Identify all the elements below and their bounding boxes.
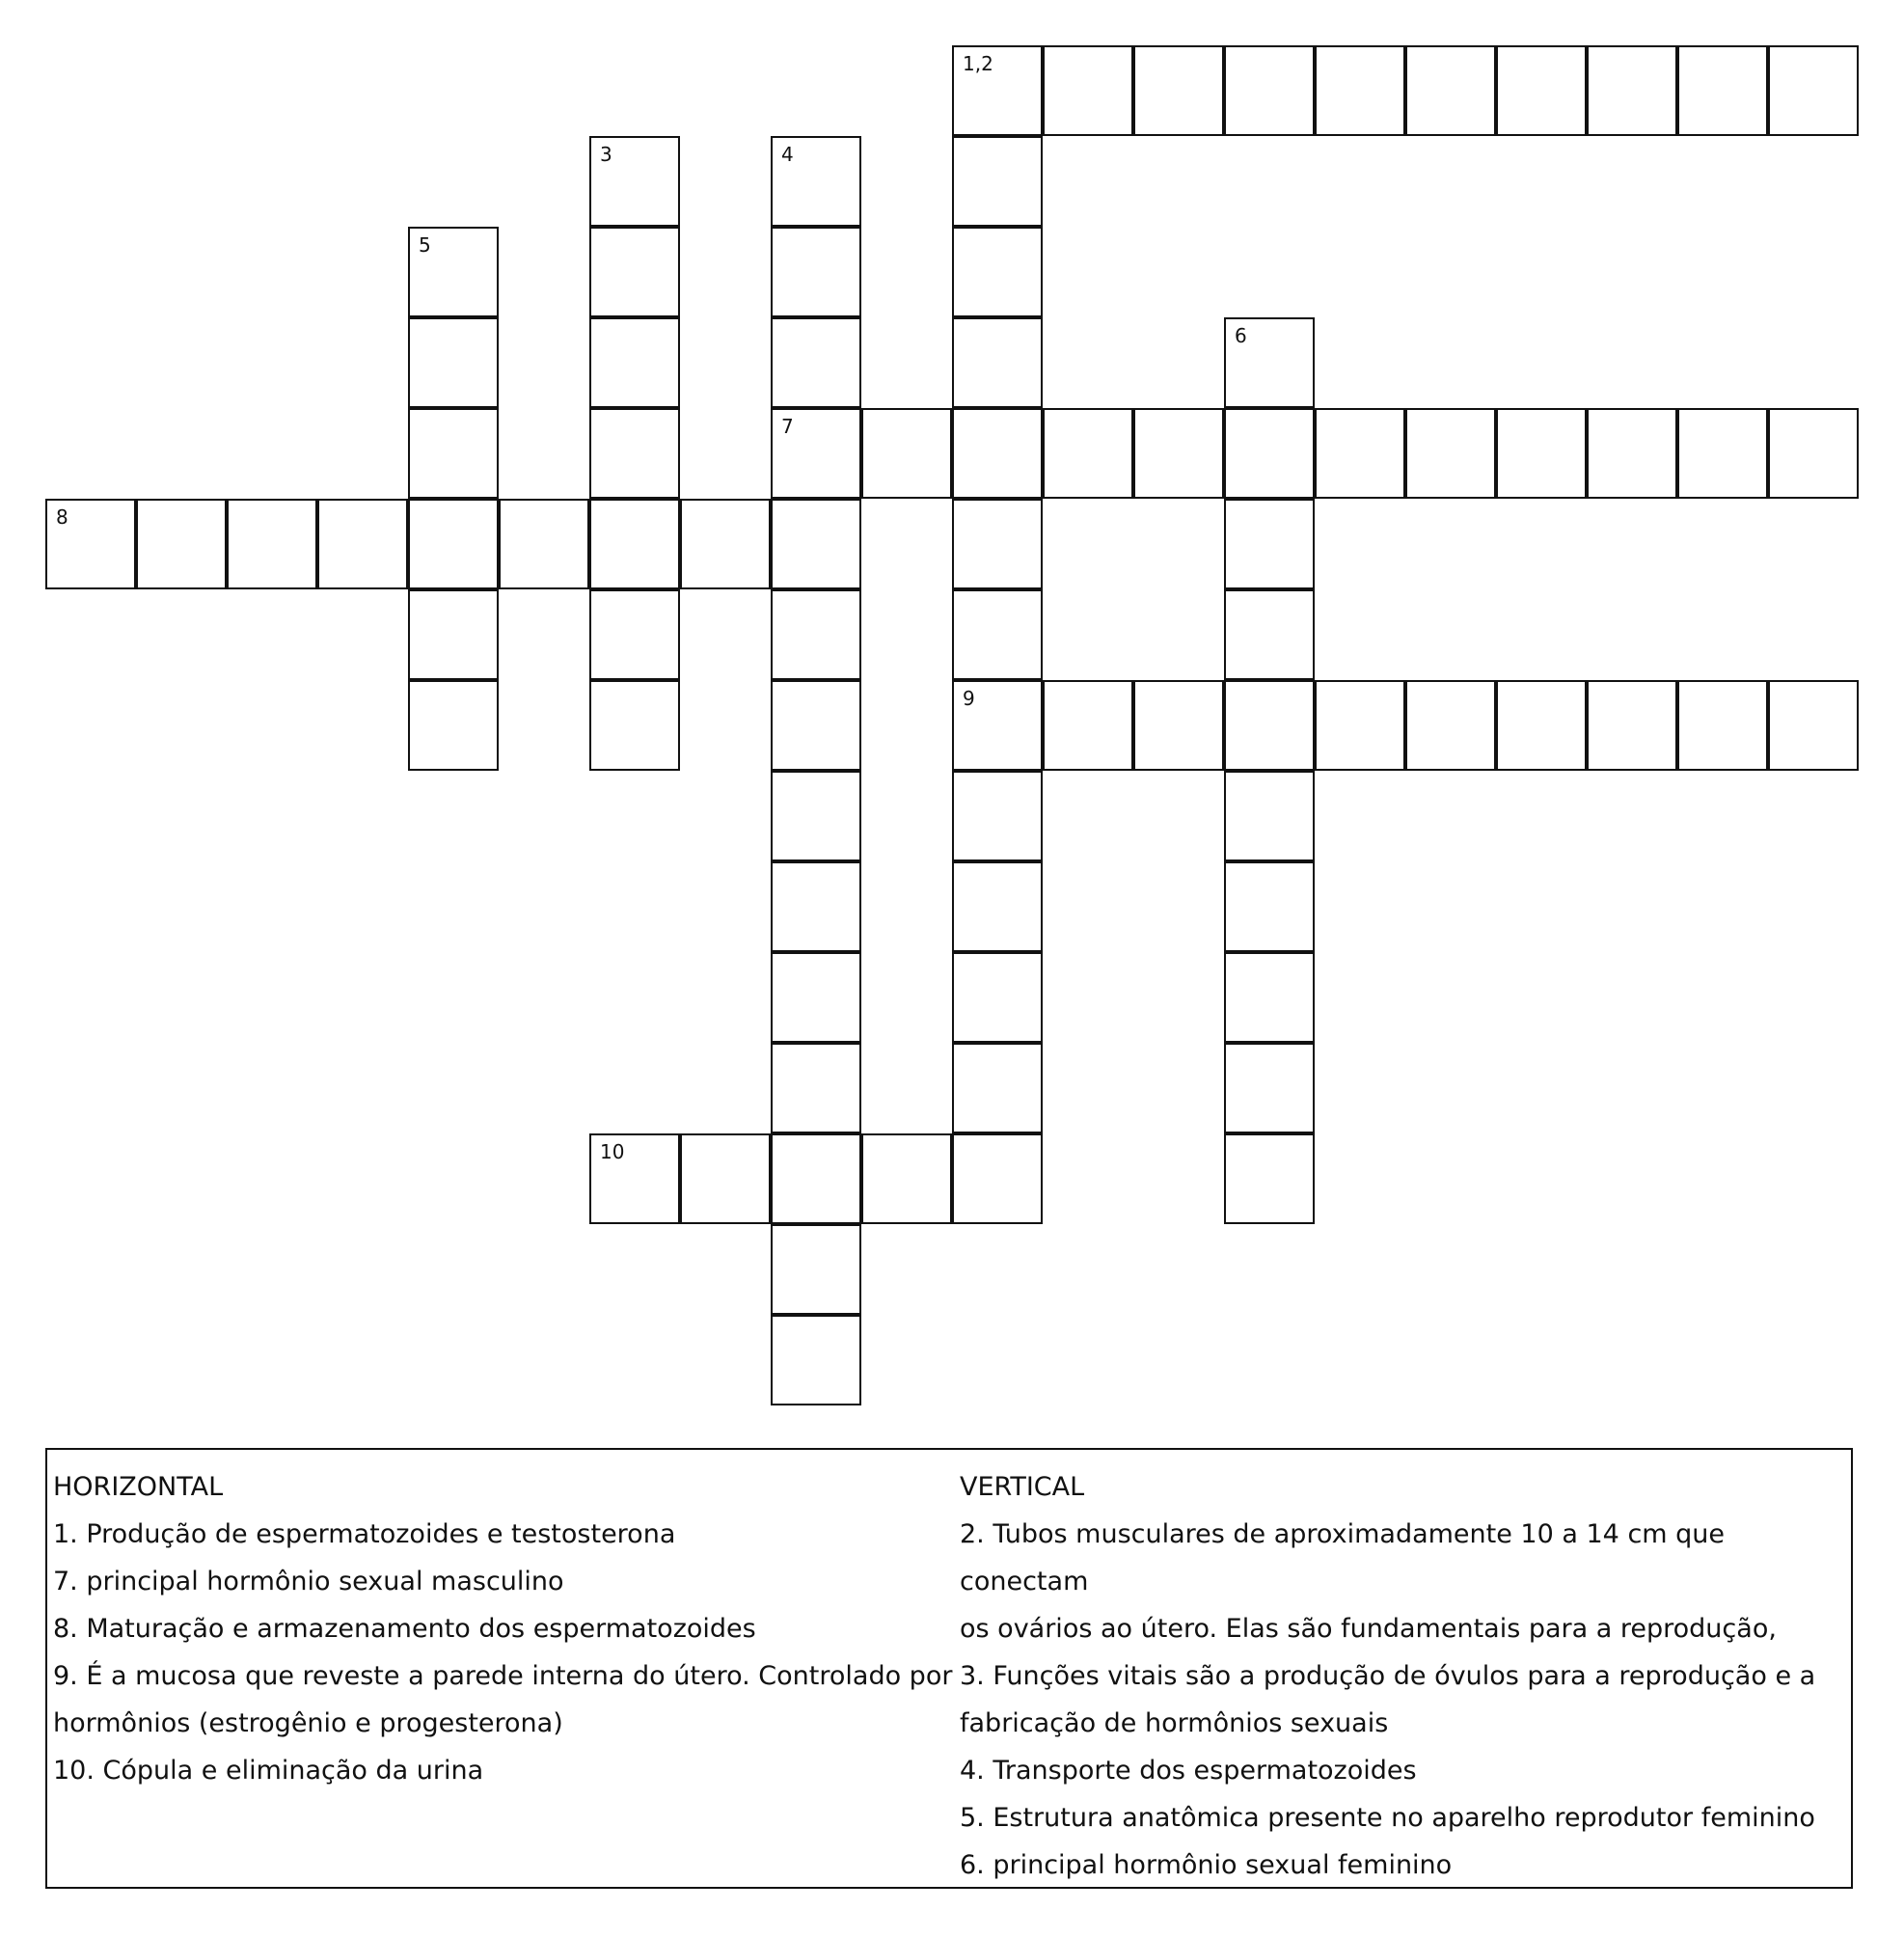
crossword-cell[interactable] bbox=[1587, 45, 1677, 136]
crossword-cell[interactable] bbox=[771, 589, 861, 680]
crossword-cell[interactable] bbox=[952, 227, 1043, 317]
clue-number: 7 bbox=[781, 415, 794, 438]
crossword-cell[interactable] bbox=[1224, 45, 1315, 136]
crossword-cell[interactable] bbox=[771, 1224, 861, 1315]
crossword-cell[interactable] bbox=[771, 771, 861, 861]
crossword-cell[interactable] bbox=[861, 1133, 952, 1224]
clue-number: 10 bbox=[600, 1140, 625, 1163]
crossword-cell[interactable] bbox=[1587, 680, 1677, 771]
crossword-cell[interactable] bbox=[952, 317, 1043, 408]
crossword-cell[interactable] bbox=[1768, 408, 1859, 499]
crossword-cell[interactable] bbox=[589, 136, 680, 227]
crossword-cell[interactable] bbox=[499, 499, 589, 589]
crossword-cell[interactable] bbox=[1496, 680, 1587, 771]
vertical-clues bbox=[960, 1463, 1849, 1889]
crossword-cell[interactable] bbox=[136, 499, 227, 589]
crossword-cell[interactable] bbox=[1133, 45, 1224, 136]
crossword-cell[interactable] bbox=[1043, 680, 1133, 771]
crossword-cell[interactable] bbox=[1405, 45, 1496, 136]
clue-number: 3 bbox=[600, 143, 612, 166]
crossword-cell[interactable] bbox=[771, 680, 861, 771]
crossword-cell[interactable] bbox=[861, 408, 952, 499]
crossword-cell[interactable] bbox=[1224, 771, 1315, 861]
crossword-cell[interactable] bbox=[1043, 408, 1133, 499]
clue-line: 7. principal hormônio sexual masculino bbox=[53, 1567, 564, 1596]
crossword-cell[interactable] bbox=[1043, 45, 1133, 136]
clue-line: 3. Funções vitais são a produção de óvulos para a reprodução e a bbox=[960, 1661, 1816, 1691]
crossword-cell[interactable] bbox=[1677, 45, 1768, 136]
crossword-cell[interactable] bbox=[1496, 408, 1587, 499]
crossword-cell[interactable] bbox=[408, 227, 499, 317]
clue-line: 9. É a mucosa que reveste a parede interna do útero. Controlado por bbox=[53, 1661, 953, 1691]
clue-number: 4 bbox=[781, 143, 794, 166]
crossword-cell[interactable] bbox=[317, 499, 408, 589]
crossword-cell[interactable] bbox=[1224, 1043, 1315, 1133]
clue-line: 1. Produção de espermatozoides e testosterona bbox=[53, 1519, 676, 1549]
crossword-cell[interactable] bbox=[1315, 45, 1405, 136]
crossword-cell[interactable] bbox=[1133, 680, 1224, 771]
clue-line: 5. Estrutura anatômica presente no aparelho reprodutor feminino bbox=[960, 1803, 1815, 1833]
clue-line: 6. principal hormônio sexual feminino bbox=[960, 1850, 1453, 1880]
crossword-cell[interactable] bbox=[1224, 861, 1315, 952]
crossword-cell[interactable] bbox=[771, 317, 861, 408]
crossword-cell[interactable] bbox=[1315, 680, 1405, 771]
crossword-cell[interactable] bbox=[1224, 680, 1315, 771]
crossword-cell[interactable] bbox=[952, 136, 1043, 227]
crossword-cell[interactable] bbox=[952, 589, 1043, 680]
crossword-cell[interactable] bbox=[771, 136, 861, 227]
crossword-cell[interactable] bbox=[771, 1315, 861, 1405]
crossword-cell[interactable] bbox=[227, 499, 317, 589]
crossword-cell[interactable] bbox=[1496, 45, 1587, 136]
crossword-cell[interactable] bbox=[771, 408, 861, 499]
crossword-cell[interactable] bbox=[408, 499, 499, 589]
clue-line: 2. Tubos musculares de aproximadamente 10 a 14 cm que conectam bbox=[960, 1519, 1726, 1596]
crossword-cell[interactable] bbox=[589, 499, 680, 589]
crossword-cell[interactable] bbox=[771, 1043, 861, 1133]
horizontal-clues bbox=[53, 1463, 955, 1794]
crossword-cell[interactable] bbox=[952, 771, 1043, 861]
crossword-cell[interactable] bbox=[952, 45, 1043, 136]
crossword-cell[interactable] bbox=[408, 408, 499, 499]
crossword-cell[interactable] bbox=[1315, 408, 1405, 499]
crossword-cell[interactable] bbox=[952, 861, 1043, 952]
crossword-cell[interactable] bbox=[1677, 680, 1768, 771]
crossword-cell[interactable] bbox=[408, 317, 499, 408]
clue-line: hormônios (estrogênio e progesterona) bbox=[53, 1708, 563, 1738]
crossword-cell[interactable] bbox=[1677, 408, 1768, 499]
crossword-cell[interactable] bbox=[952, 1043, 1043, 1133]
crossword-cell[interactable] bbox=[408, 680, 499, 771]
clue-line: 8. Maturação e armazenamento dos espermatozoides bbox=[53, 1614, 756, 1644]
crossword-cell[interactable] bbox=[1224, 952, 1315, 1043]
crossword-cell[interactable] bbox=[589, 227, 680, 317]
clue-number: 1,2 bbox=[963, 52, 993, 75]
crossword-cell[interactable] bbox=[408, 589, 499, 680]
crossword-cell[interactable] bbox=[589, 408, 680, 499]
crossword-cell[interactable] bbox=[1224, 408, 1315, 499]
crossword-cell[interactable] bbox=[1405, 680, 1496, 771]
crossword-cell[interactable] bbox=[589, 1133, 680, 1224]
crossword-cell[interactable] bbox=[1224, 499, 1315, 589]
clue-line: fabricação de hormônios sexuais bbox=[960, 1708, 1389, 1738]
crossword-cell[interactable] bbox=[1768, 680, 1859, 771]
crossword-cell[interactable] bbox=[771, 227, 861, 317]
crossword-cell[interactable] bbox=[589, 680, 680, 771]
crossword-cell[interactable] bbox=[771, 952, 861, 1043]
clue-number: 9 bbox=[963, 687, 975, 710]
crossword-cell[interactable] bbox=[952, 1133, 1043, 1224]
horizontal-heading: HORIZONTAL bbox=[53, 1472, 224, 1502]
crossword-cell[interactable] bbox=[680, 1133, 771, 1224]
crossword-cell[interactable] bbox=[1587, 408, 1677, 499]
crossword-cell[interactable] bbox=[771, 861, 861, 952]
crossword-cell[interactable] bbox=[952, 499, 1043, 589]
crossword-cell[interactable] bbox=[45, 499, 136, 589]
crossword-cell[interactable] bbox=[952, 408, 1043, 499]
vertical-heading: VERTICAL bbox=[960, 1472, 1085, 1502]
crossword-cell[interactable] bbox=[1224, 589, 1315, 680]
crossword-cell[interactable] bbox=[952, 952, 1043, 1043]
crossword-cell[interactable] bbox=[771, 499, 861, 589]
clue-number: 8 bbox=[56, 505, 68, 529]
crossword-cell[interactable] bbox=[1768, 45, 1859, 136]
crossword-cell[interactable] bbox=[680, 499, 771, 589]
crossword-cell[interactable] bbox=[1224, 1133, 1315, 1224]
crossword-cell[interactable] bbox=[771, 1133, 861, 1224]
crossword-cell[interactable] bbox=[1224, 317, 1315, 408]
crossword-cell[interactable] bbox=[1405, 408, 1496, 499]
clue-line: 4. Transporte dos espermatozoides bbox=[960, 1756, 1417, 1786]
crossword-cell[interactable] bbox=[952, 680, 1043, 771]
clue-line: 10. Cópula e eliminação da urina bbox=[53, 1756, 484, 1786]
clues-box bbox=[45, 1448, 1853, 1889]
crossword-cell[interactable] bbox=[1133, 408, 1224, 499]
clue-number: 5 bbox=[419, 233, 431, 257]
clue-line: os ovários ao útero. Elas são fundamentais para a reprodução, bbox=[960, 1614, 1777, 1644]
clue-number: 6 bbox=[1235, 324, 1247, 347]
crossword-cell[interactable] bbox=[589, 589, 680, 680]
crossword-cell[interactable] bbox=[589, 317, 680, 408]
